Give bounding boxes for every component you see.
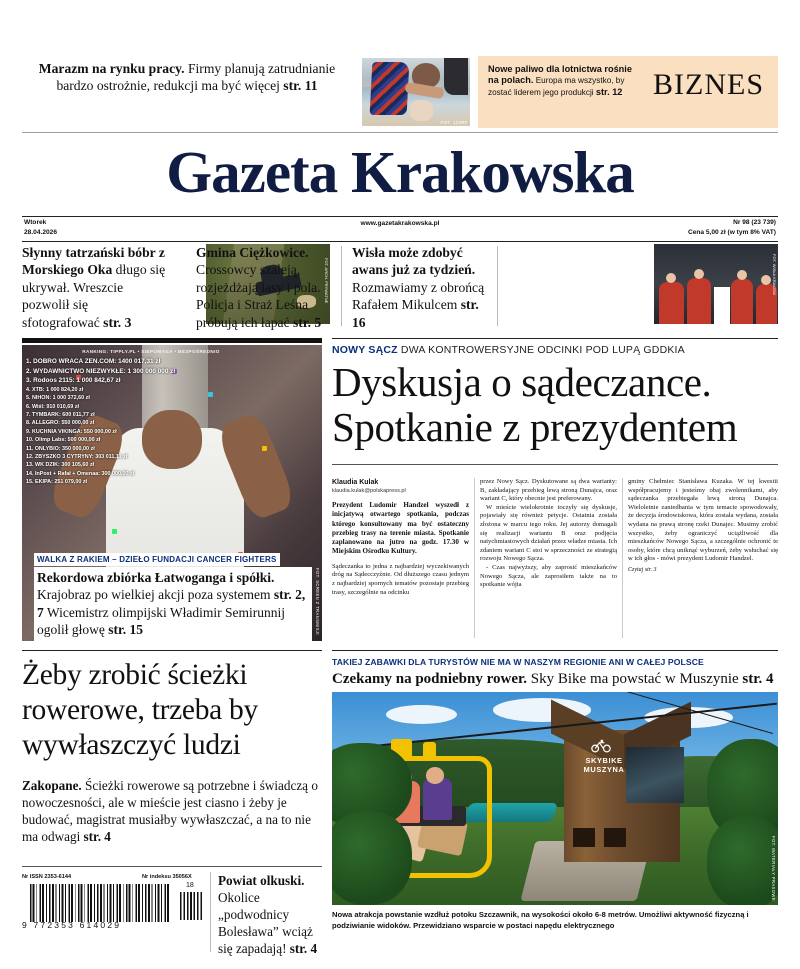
photo-player-white: [714, 287, 730, 324]
main-kicker-row: [332, 344, 778, 356]
teaser-divider-1: [341, 246, 342, 326]
photo-player: [687, 278, 711, 324]
issn-number: Nr ISSN 2353-6144: [22, 874, 72, 880]
charity-overlay-text[interactable]: [34, 549, 312, 642]
ranking-row: 13. WK DZIK: 300 105,60 zł: [26, 462, 95, 469]
main-headline-line-2: Spotkanie z prezydentem: [332, 404, 738, 451]
divider-top: [22, 132, 778, 133]
barcode-addon-bars: [180, 892, 204, 920]
barcode-addon: [180, 882, 204, 920]
barcode: [22, 884, 174, 928]
article-column-3: [628, 478, 778, 575]
teaser-bobr[interactable]: [22, 244, 167, 331]
article-column-1: [332, 478, 469, 597]
photo-credit: FOT. WISŁA KRAKÓW: [772, 254, 777, 295]
ranking-row: 8. ALLEGRO: 550 000,00 zł: [26, 420, 95, 427]
powiat-lead: Powiat olkuski.: [218, 873, 305, 888]
building-logo-line-2: MUSZYNA: [583, 764, 625, 774]
powiat-body: Okolice „podwodnicy Bolesława” wciąż się zapadają!: [218, 890, 313, 956]
footer-divider: [210, 872, 211, 952]
article-column-2: [480, 478, 617, 590]
divider-main-bottom: [332, 464, 778, 465]
promo-business-page: str. 12: [595, 86, 623, 97]
top-promo-strip: [0, 56, 800, 138]
sky-page: str. 4: [742, 671, 774, 687]
divider-footer: [22, 866, 322, 867]
ranking-row: 5. NIHON: 1 000 372,60 zł: [26, 395, 90, 402]
promo-labour-market[interactable]: [22, 60, 352, 94]
photo-credit: FOT. SCREEN Z TRANSMISJI: [315, 568, 320, 635]
sky-rest: Sky Bike ma powstać w Muszynie: [530, 671, 739, 687]
photo-credit: FOT. 123RF: [440, 120, 468, 125]
teaser-wisla-photo: [654, 244, 778, 324]
index-number: Nr indeksu 35056X: [142, 874, 192, 880]
promo-business-word: BIZNES: [653, 68, 764, 101]
teaser-divider-2: [497, 246, 498, 326]
divider-main-top: [332, 338, 778, 339]
promo-business-box[interactable]: [478, 56, 778, 128]
main-city-tag: NOWY SĄCZ: [332, 344, 398, 357]
main-article[interactable]: [332, 338, 778, 465]
photo-window: [573, 828, 595, 847]
info-price: Cena 5,00 zł (w tym 8% VAT): [687, 228, 776, 236]
column-divider-1: [474, 478, 475, 638]
tree: [332, 811, 412, 905]
photo-window: [604, 828, 626, 847]
teaser-wisla[interactable]: [352, 244, 492, 331]
article-paragraph: przez Nowy Sącz. Dyskutowane są dwa warianty: B, zakładający przebieg lewą stroną Dunajca, oraz wariant C, który obecnie jest preferowany.: [480, 478, 617, 503]
photo-player: [731, 279, 753, 324]
teaser-bobr-lead: Słynny tatrzański bóbr z Morskiego Oka: [22, 245, 165, 278]
charity-rest: Krajobraz po wielkiej akcji poza systemem: [37, 587, 271, 603]
powiat-page: str. 4: [289, 941, 318, 956]
teaser-ciezkowice-rest: Crossowcy szaleją, rozjeżdżają lasy i pola. Policja i Straż Leśna próbują ich łapać: [196, 262, 321, 330]
ranking-row: 15. EKIPA: 251 079,00 zł: [26, 479, 88, 486]
ranking-row: 6. Wiśl: 910 010,69 zł: [26, 403, 79, 410]
photo-credit: FOT. ARCH. PRYWATNE: [324, 258, 329, 304]
teaser-row: [22, 244, 778, 332]
article-paragraph: - Czas najwyższy, aby zaprosić mieszkańców Nowego Sącza, ale zaprosiłem także na to spotkanie wójta: [480, 563, 617, 589]
info-bar: [22, 216, 778, 242]
section-bar: [22, 338, 322, 343]
lower-left-headline-line-2: rowerowe, trzeba by: [22, 694, 258, 726]
ranking-row: 7. TYMBARK: 600 011,77 zł: [26, 412, 95, 418]
main-headline: [332, 360, 778, 450]
article-lead: Prezydent Ludomir Handzel wyszedł z inicjatywą otwartego spotkania, podczas którego konsultowany ma być ostateczny przebieg trasy na terenie miasta. Spotkanie zaplanowano na jutro na godz. 17.30 w Miejskim Ośrodku Kultury.: [332, 501, 469, 556]
article-paragraph: Sądeczanka to jedna z najbardziej wyczekiwanych dróg na Sądecczyźnie. Od dłuższego czasu jednym z najbardziej spornych tematów pozostaje przebieg trasy, szczególnie na odcinku: [332, 562, 469, 596]
promo-business-rest: Europa ma wszystko, by zostać liderem jego produkcji: [488, 76, 625, 97]
charity-page-2: str. 15: [108, 622, 144, 638]
promo-labour-lead: Marazm na rynku pracy.: [38, 61, 185, 76]
promo-labour-page: str. 11: [283, 78, 318, 93]
teaser-ciezkowice-lead: Gmina Ciężkowice.: [196, 245, 309, 260]
lower-left-body: Ścieżki rowerowe są potrzebne i świadczą o nowoczesności, ale w mieście jest ciasno i żeby je budować, magistrat musiałby wywłaszczać, a na to nie ma odwagi: [22, 778, 318, 844]
sky-bike-photo: [332, 692, 778, 905]
sky-bike-article[interactable]: [332, 657, 778, 689]
article-paragraph: gminy Chełmiec Stanisława Kuzaka. W tej kwestii współpracujemy i jesteśmy obaj zwolennikami, aby sądeczanka przebiegała lewą stroną Dunajca. Wieloletnie zaniedbania w tym temacie spowodowały, że decyzja środowiskowa, która została wydana, została wydana na prawą stronę rzeki Dunajec. Musimy zrobić wszystko, żeby ograniczyć uciążliwość dla mieszkańców Nowego Sącza, a szczególnie ochronić te osoby, które chcą uniknąć wyburzeń, żeby wsłuchać się w ich głos - mówi prezydent Ludomir Handzel.: [628, 478, 778, 563]
donation-ranking-overlay: [26, 349, 276, 487]
lower-left-headline: [22, 658, 322, 763]
charity-lead: Rekordowa zbiórka Łatwoganga i spółki.: [37, 570, 275, 585]
sky-headline: [332, 670, 778, 689]
building-logo-line-1: SKYBIKE: [585, 755, 623, 765]
promo-labour-photo: [362, 58, 470, 126]
building-logo: [571, 756, 638, 774]
charity-rest-2: Wicemistrz olimpijski Władimir Semirunnij ogolił głowę: [37, 604, 285, 638]
ranking-row: 3. Rodoos 2115: 1 000 842,67 zł: [26, 377, 121, 385]
teaser-ciezkowice-page: str. 5: [293, 314, 322, 330]
photo-worker: [369, 62, 408, 115]
ranking-row: 14. InPost + Rafał + Omenaa: 300 000,00 zł: [26, 470, 135, 477]
charity-kicker: WALKA Z RAKIEM – DZIEŁO FUNDACJI CANCER FIGHTERS: [34, 553, 280, 566]
promo-labour-line2: bardzo ostrożnie, redukcji ma być więcej: [56, 78, 280, 93]
ranking-row: 2. WYDAWNICTWO NIEZWYKŁE: 1 300 000 000 zł: [26, 367, 176, 375]
article-read-more[interactable]: Czytaj str. 3: [628, 566, 657, 573]
main-kicker: DWA KONTROWERSYJNE ODCINKI POD LUPĄ GDDKIA: [400, 344, 685, 357]
divider-lower-left: [22, 650, 322, 651]
barcode-digits: 9 772353 614029: [22, 920, 122, 930]
lower-left-lede: [22, 777, 322, 845]
article-author-email[interactable]: klaudia.kulak@polskapress.pl: [332, 488, 406, 494]
masthead: [0, 140, 800, 204]
lower-left-headline-line-3: wywłaszczyć ludzi: [22, 729, 241, 761]
teaser-bobr-rest: długo się ukrywał. Wreszcie pozwolił się sfotografować: [22, 262, 166, 330]
powiat-teaser[interactable]: [218, 872, 322, 957]
article-author: Klaudia Kulak: [332, 479, 379, 486]
teaser-wisla-lead: Wisła może zdobyć awans już za tydzień.: [352, 245, 476, 278]
promo-business-lead: Nowe paliwo dla lotnictwa rośnie na polach.: [488, 64, 632, 86]
photo-credit: FOT. MATERIAŁY PRASOWE: [771, 836, 776, 901]
promo-labour-rest: Firmy planują zatrudnianie: [187, 61, 336, 76]
ranking-row: 1. DOBRO WRACA ZEN.COM: 1400 017,31 zł: [26, 358, 161, 365]
masthead-title: Gazeta Krakowska: [166, 139, 634, 205]
lower-left-article[interactable]: [22, 658, 322, 845]
teaser-wisla-page: str. 16: [352, 297, 479, 330]
confetti: [112, 529, 117, 534]
sky-bike-caption: Nowa atrakcja powstanie wzdłuż potoku Szczawnik, na wysokości około 6-8 metrów. Umożliwi aktywność fizyczną i podziwianie widoków. Przewidziano wsparcie w postaci napędu elektrycznego: [332, 910, 749, 930]
photo-player: [659, 282, 684, 324]
lower-left-page: str. 4: [83, 829, 111, 844]
ranking-row: 4. XTB: 1 000 824,20 zł: [26, 386, 84, 393]
photo-object: [410, 100, 434, 120]
teaser-bobr-page: str. 3: [103, 314, 132, 330]
rider-head: [426, 767, 445, 784]
footer-block: [22, 872, 322, 964]
sky-kicker: TAKIEJ ZABAWKI DLA TURYSTÓW NIE MA W NASZYM REGIONIE ANI W CAŁEJ POLSCE: [332, 657, 704, 667]
cloud: [386, 705, 457, 724]
teaser-ciezkowice[interactable]: [196, 244, 336, 331]
main-headline-line-1: Dyskusja o sądeczance.: [332, 359, 712, 406]
info-issue: Nr 98 (23 739): [733, 219, 776, 226]
ranking-row: 10. Olimp Labs: 500 000,00 zł: [26, 437, 101, 444]
photo-dark-machine: [444, 58, 468, 95]
info-day: Wtorek: [24, 219, 47, 226]
ranking-row: 12. ZBYSZKO 3 CYTRYNY: 303 011,11 zł: [26, 454, 128, 461]
sky-lead: Czekamy na podniebny rower.: [332, 671, 528, 687]
bicycle-icon: [591, 739, 611, 753]
charity-page-1: str. 2, 7: [37, 587, 306, 620]
divider-sky: [332, 650, 778, 651]
article-paragraph: W mieście wielokrotnie toczyły się dyskusje, pojawiały się również petycje. Ostatnia została złożona w marcu tego roku. Jej autorzy domagali się realizacji wariantu B oraz podjęcia natychmiastowych działań przez władze miasta. Ich zdaniem wariant C stoi w sprzeczności ze strategią rozwoju Nowego Sącza.: [480, 503, 617, 563]
info-website[interactable]: www.gazetakrakowska.pl: [360, 220, 440, 227]
barcode-bars: [30, 884, 170, 922]
ranking-row: 11. ONLYBIO: 350 000,00 zł: [26, 445, 95, 452]
barcode-addon-digits: 18: [186, 882, 194, 889]
teaser-wisla-rest: Rozmawiamy z obrońcą Rafałem Mikulcem: [352, 279, 485, 313]
ranking-row: 9. KUCHNIA VIKINGA: 550 000,00 zł: [26, 428, 117, 435]
lower-left-headline-line-1: Żeby zrobić ścieżki: [22, 659, 248, 691]
lower-left-lead-word: Zakopane.: [22, 778, 82, 793]
main-article-columns: [332, 478, 778, 643]
info-date: 28.04.2026: [24, 228, 58, 236]
ranking-header: RANKING: TIPPLY.PL • SIEPOMAGA • BEZPOŚREDNIO: [82, 349, 220, 354]
column-divider-2: [622, 478, 623, 638]
rider-body: [423, 778, 452, 820]
tree: [707, 816, 778, 905]
